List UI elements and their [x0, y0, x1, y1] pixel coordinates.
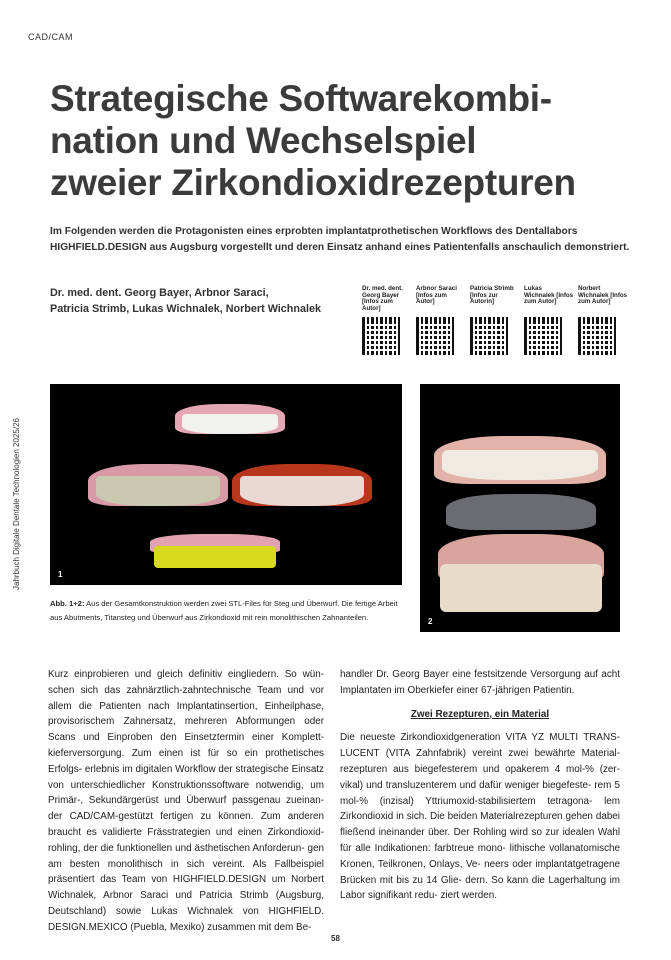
- body-line: LUCENT (VITA Zahnfabrik) vereint zwei bewährte Material-: [340, 748, 620, 760]
- title-line: nation und Wechselspiel: [50, 120, 477, 161]
- body-line: Primär-, Sekundärgerüst und Überwurf passgenau zueinan-: [48, 795, 324, 807]
- section-subheading: Zwei Rezepturen, ein Material: [410, 708, 550, 720]
- body-line: rem 5 mol-% (inzisal) Yttriumoxid-stabilisiertem tetragona-: [340, 779, 620, 807]
- body-paragraph: [340, 730, 620, 904]
- body-line: gen am besten monolithisch in sich vereint.: [48, 842, 324, 870]
- author-line: Patricia Strimb, Lukas Wichnalek, Norbert Wichnalek: [50, 303, 322, 315]
- qr-block[interactable]: [416, 286, 466, 355]
- body-line: Kurz einprobieren und gleich definitiv eingliedern. So wün-: [48, 669, 324, 680]
- figure-caption: [50, 597, 410, 625]
- body-line: rezepturen aus biegefesterem und opakerem 4 mol-% (zer-: [340, 763, 620, 775]
- figure-number: 1: [58, 570, 63, 579]
- qr-code-icon[interactable]: [362, 317, 400, 355]
- body-line: schen sich das zahnärztlich-zahntechnische Team und vor: [48, 684, 324, 696]
- body-line: ziert werden.: [440, 890, 497, 902]
- qr-code-icon[interactable]: [416, 317, 454, 355]
- body-line: Als Fallbeispiel präsentiert das Team von HIGHFIELD.DESIGN: [48, 858, 324, 886]
- body-line: Die neueste Zirkondioxidgeneration VITA YZ MULTI TRANS-: [340, 732, 620, 744]
- article-title: [50, 78, 660, 204]
- qr-label: Patricia Strimb [Infos zur Autorin]: [470, 285, 514, 306]
- intro-line: Im Folgenden werden die Protagonisten eines erprobten implantatprothetischen Workflows des Dentallabors: [50, 226, 578, 237]
- qr-block[interactable]: [578, 286, 628, 355]
- figure-2-image: [420, 384, 620, 632]
- title-line: Strategische Softwarekombi-: [50, 78, 552, 119]
- body-line: (Augsburg, Deutschland) sowie Lukas Wichnalek von HIGHFIELD.: [48, 890, 324, 917]
- body-line: DESIGN.MEXICO (Puebla, Mexiko) zusammen mit dem Be-: [48, 921, 312, 933]
- body-line: allem die Patienten nach Implantatinsertion, Einheilphase,: [48, 700, 324, 712]
- body-line: dern. So kann die Lagerhaltung im Labor signifikant redu-: [340, 874, 620, 902]
- body-line: der CAD/CAM-gestützt fertigen zu können. Zum anderen: [48, 811, 324, 823]
- intro-line: HIGHFIELD.DESIGN aus Augsburg vorgestellt und deren Einsatz anhand eines Patientenfalls anschaulich demonstriert.: [50, 242, 630, 253]
- page-number: 58: [331, 934, 340, 943]
- qr-label: Arbnor Saraci [Infos zum Autor]: [416, 285, 457, 306]
- body-column-left: [48, 667, 324, 936]
- qr-code-icon[interactable]: [578, 317, 616, 355]
- body-line: erlebnis im digitalen Workflow der strategische Einsatz: [84, 763, 324, 775]
- qr-label: Lukas Wichnalek [Infos zum Autor]: [524, 285, 574, 306]
- body-line: kieferversorgung. Zum einen ist für so ein prothetisches Erfolgs-: [48, 747, 324, 775]
- section-label: CAD/CAM: [28, 32, 74, 42]
- qr-code-icon[interactable]: [470, 317, 508, 355]
- caption-text: Aus der Gesamtkonstruktion werden zwei STL-Files für Steg und Überwurf. Die fertige Arbeit aus Abutments, Titansteg und Überwurf aus Zirkondioxid mit rein monolithischen Zahnanteilen.: [50, 599, 398, 622]
- body-line: vikal) und transluzenterem und dafür weniger biegefeste-: [340, 779, 592, 791]
- qr-block[interactable]: [524, 286, 574, 355]
- body-line: Scans und Einproben den Einsetztermin einer Komplett-: [48, 732, 324, 744]
- body-line: braucht es validierte Frässtrategien und einen Zirkondioxid-: [48, 826, 324, 838]
- body-line: lithische vollanatomische Kronen, Teilkronen, Onlays, Ve-: [340, 842, 621, 870]
- body-line: von unterschiedlicher Konstruktionssoftware notwendig, um: [48, 779, 324, 791]
- qr-code-icon[interactable]: [524, 317, 562, 355]
- body-line: lem Zirkondioxid in sich. Die beiden Materialrezepturen: [340, 795, 620, 823]
- body-line: so zur idealen Wahl für alle Indikationen: farbtreue mono-: [340, 827, 621, 854]
- figure-1-image: [50, 384, 402, 585]
- qr-label: Dr. med. dent. Georg Bayer [Infos zum Autor]: [362, 285, 403, 312]
- body-line: gehen dabei fließend ineinander über. Der Rohling wird: [340, 811, 620, 839]
- body-line: rohling, der die funktionellen und ästhetischen Anforderun-: [48, 842, 305, 854]
- figure-number: 2: [428, 617, 433, 626]
- author-list: [50, 285, 355, 317]
- body-paragraph: [48, 667, 324, 936]
- author-line: Dr. med. dent. Georg Bayer, Arbnor Saraci,: [50, 287, 269, 299]
- qr-block[interactable]: [362, 286, 412, 355]
- qr-label: Norbert Wichnalek [Infos zum Autor]: [578, 285, 628, 306]
- intro-lead: [50, 224, 660, 256]
- body-line: provisorischem Zahnersatz, mehreren Abformungen oder: [48, 716, 324, 728]
- qr-block[interactable]: [470, 286, 520, 355]
- body-line: handler Dr. Georg Bayer eine festsitzende Versorgung auf: [340, 669, 598, 680]
- title-line: zweier Zirkondioxidrezepturen: [50, 162, 576, 203]
- body-column-right: [340, 667, 620, 904]
- body-paragraph: [340, 667, 620, 699]
- journal-side-label: Jahrbuch Digitale Dentale Technologien 2025/26: [12, 418, 21, 590]
- body-line: neers oder implantatgetragene Brücken mit bis zu 14 Glie-: [340, 858, 620, 886]
- body-line: acht Implantaten im Oberkiefer einer 67-jährigen Patientin.: [340, 669, 621, 696]
- caption-label: Abb. 1+2:: [50, 599, 85, 608]
- body-line: um Norbert Wichnalek, Arbnor Saraci und Patricia Strimb: [48, 874, 325, 902]
